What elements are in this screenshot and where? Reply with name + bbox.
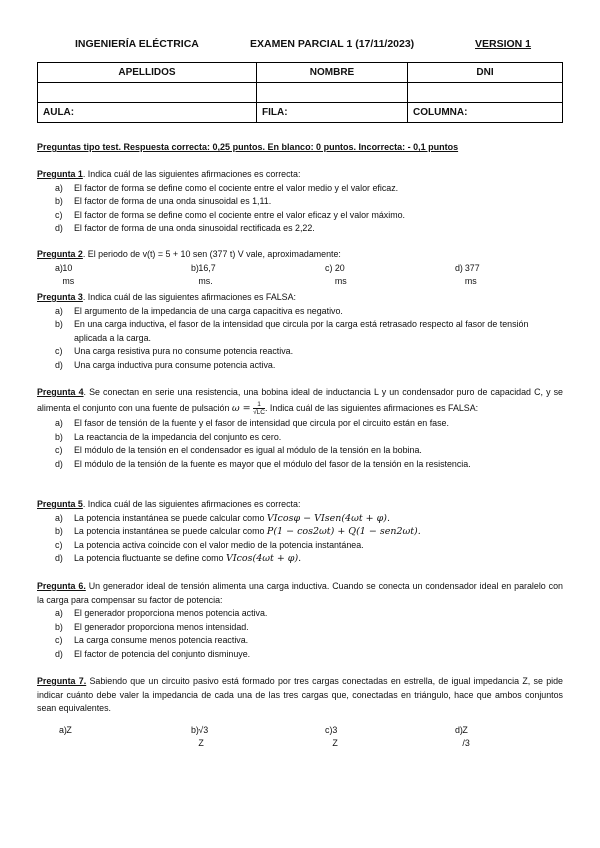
columna-field[interactable]: COLUMNA: — [408, 103, 563, 123]
question-5-heading: Pregunta 5 — [37, 499, 83, 509]
question-1-heading: Pregunta 1 — [37, 169, 83, 179]
option-d[interactable]: d) El factor de forma de una onda sinusoidal rectificada es 2,22. — [55, 223, 315, 233]
option-a[interactable]: a) El argumento de la impedancia de una carga capacitiva es negativo. — [55, 305, 343, 316]
option-b[interactable]: b) En una carga inductiva, el fasor de la intensidad que circula por la carga está retrasado respecto al fasor de tensión aplicada a la carga. — [55, 319, 529, 343]
question-1 — [37, 168, 563, 236]
question-2 — [37, 248, 563, 286]
question-4-heading: Pregunta 4 — [37, 387, 84, 397]
option-b[interactable]: b) 16,7 ms. — [191, 262, 216, 286]
exam-title: EXAMEN PARCIAL 1 (17/11/2023) — [250, 38, 415, 50]
dni-field[interactable] — [408, 83, 563, 103]
option-d[interactable]: d) Una carga inductiva pura consume potencia activa. — [55, 359, 276, 370]
formula-a: VIcosφ − VIsen(4ωt + φ). — [266, 512, 391, 524]
option-d[interactable]: d) La potencia fluctuante se define como VIcos(4ωt + φ). — [55, 553, 302, 564]
aula-field[interactable]: AULA: — [38, 103, 257, 123]
option-c[interactable]: c) Una carga resistiva pura no consume potencia reactiva. — [55, 346, 294, 356]
option-c[interactable]: c) 20 ms — [325, 262, 347, 286]
question-7-text: Sabiendo que un circuito pasivo está formado por tres cargas conectadas en estrella, de igual impedancia Z, se pide indicar cuánto debe valer la impedancia de cada una de las tres cargas que, conectadas en triángulo, hace que ambos conjuntos sean equivalentes. — [37, 676, 563, 713]
version-label: VERSION 1 — [475, 38, 532, 50]
question-1-text: . Indica cuál de las siguientes afirmaciones es correcta: — [82, 169, 301, 179]
nombre-field[interactable] — [257, 83, 408, 103]
option-a[interactable]: a) El factor de forma se define como el cociente entre el valor medio y el valor eficaz. — [55, 182, 399, 193]
question-5 — [37, 498, 563, 566]
question-2-text: . El periodo de v(t) = 5 + 10 sen (377 t) V vale, aproximadamente: — [82, 249, 341, 259]
student-id-table — [37, 62, 563, 123]
option-c[interactable]: c) 3 Z — [325, 724, 338, 748]
omega-fraction: $\frac{1}{√LC}$ — [253, 401, 265, 417]
subject-title: INGENIERÍA ELÉCTRICA — [75, 38, 199, 50]
question-3-heading: Pregunta 3 — [37, 292, 83, 302]
dni-header: DNI — [408, 63, 563, 83]
option-c[interactable]: c) El módulo de la tensión en el condensador es igual al módulo de la tensión en la bobina. — [55, 445, 422, 455]
apellidos-header: APELLIDOS — [38, 63, 257, 83]
question-3 — [37, 291, 563, 372]
question-4 — [37, 384, 563, 471]
question-5-text: . Indica cuál de las siguientes afirmaciones es correcta: — [82, 499, 301, 509]
question-7 — [37, 675, 563, 748]
option-b[interactable]: b) La potencia instantánea se puede calcular como P(1 − cos2ωt) + Q(1 − sen2ωt). — [55, 526, 421, 537]
option-b[interactable]: b) El factor de forma de una onda sinusoidal es 1,11. — [55, 196, 272, 206]
question-6-heading: Pregunta 6. — [37, 581, 86, 591]
option-d[interactable]: d) El factor de potencia del conjunto disminuye. — [55, 648, 251, 659]
option-d[interactable]: d) Z /3 — [455, 724, 470, 748]
option-d[interactable]: d) 377 ms — [455, 262, 480, 286]
option-c[interactable]: c) El factor de forma se define como el cociente entre el valor eficaz y el valor máximo. — [55, 209, 405, 220]
option-c[interactable]: c) La potencia activa coincide con el valor medio de la potencia instantánea. — [55, 539, 364, 550]
question-3-text: . Indica cuál de las siguientes afirmaciones es FALSA: — [82, 292, 296, 302]
question-6 — [37, 580, 563, 661]
omega-formula: ω = — [231, 403, 251, 414]
option-b[interactable]: b) La reactancia de la impedancia del conjunto es cero. — [55, 431, 282, 442]
question-4-text-end: . Indica cuál de las siguientes afirmaciones es FALSA: — [265, 403, 479, 413]
option-a[interactable]: a) La potencia instantánea se puede calcular como VIcosφ − VIsen(4ωt + φ). — [55, 512, 391, 524]
option-a[interactable]: a) El fasor de tensión de la fuente y el fasor de intensidad que circula por el circuito están en fase. — [55, 418, 449, 428]
option-b[interactable]: b) √3 Z — [191, 724, 209, 748]
option-c[interactable]: c) La carga consume menos potencia reactiva. — [55, 635, 249, 645]
formula-b: P(1 − cos2ωt) + Q(1 − sen2ωt). — [266, 526, 421, 537]
fila-field[interactable]: FILA: — [257, 103, 408, 123]
question-6-text: Un generador ideal de tensión alimenta una carga inductiva. Cuando se conecta un condensador ideal en paralelo con la carga para compensar su factor de potencia: — [37, 581, 563, 605]
apellidos-field[interactable] — [38, 83, 257, 103]
scoring-rules: Preguntas tipo test. Respuesta correcta: 0,25 puntos. En blanco: 0 puntos. Incorrecta: - 0,1 puntos — [37, 142, 459, 152]
nombre-header: NOMBRE — [257, 63, 408, 83]
option-a[interactable]: a) El generador proporciona menos potencia activa. — [55, 608, 268, 618]
question-7-heading: Pregunta 7. — [37, 676, 87, 686]
option-d[interactable]: d) El módulo de la tensión de la fuente es mayor que el módulo del fasor de la tensión en la resistencia. — [55, 458, 471, 469]
option-a[interactable]: a) Z — [59, 724, 72, 735]
question-4-text: . Se conectan en serie una resistencia, una bobina ideal de inductancia L y un condensador puro de capacidad C, y se alimenta el conjunto con una fuente de pulsación — [37, 387, 563, 413]
option-b[interactable]: b) El generador proporciona menos intensidad. — [55, 621, 249, 632]
option-a[interactable]: a) 10 ms — [55, 262, 75, 286]
formula-d: VIcos(4ωt + φ). — [225, 553, 302, 564]
question-2-heading: Pregunta 2 — [37, 249, 83, 259]
